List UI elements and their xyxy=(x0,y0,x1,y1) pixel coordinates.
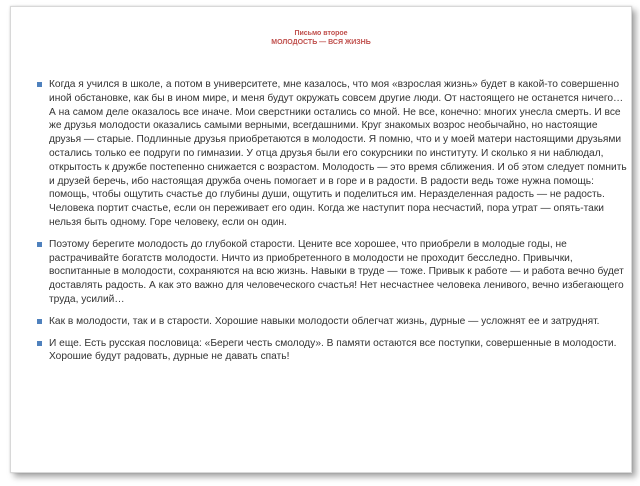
paragraph-1 xyxy=(37,78,627,230)
slide-header xyxy=(11,29,631,47)
bullet-marker xyxy=(37,242,42,247)
letter-title: МОЛОДОСТЬ — ВСЯ ЖИЗНЬ xyxy=(271,39,371,46)
bullet-marker xyxy=(37,319,42,324)
bullet-marker xyxy=(37,82,42,87)
paragraph-text: Поэтому берегите молодость до глубокой старости. Цените все хорошее, что приобрели в молодые годы, не растрачивайте богатств молодости. Ничто из приобретенного в молодости не проходит бесследно. Привычки, воспитанные в молодости, сохраняются на всю жизнь. Навыки в труде — тоже. Привык к работе — и работа вечно будет доставлять радость. А как это важно для человеческого счастья! Нет несчастнее человека ленивого, вечно избегающего труда, усилий… xyxy=(49,238,624,305)
letter-number: Письмо второе xyxy=(294,30,348,37)
paragraph-text: И еще. Есть русская пословица: «Береги честь смолоду». В памяти остаются все поступки, совершенные в молодости. Хорошие будут радовать, дурные не давать спать! xyxy=(49,337,617,363)
paragraph-3 xyxy=(37,315,627,329)
paragraph-4 xyxy=(37,337,627,365)
paragraph-text: Когда я учился в школе, а потом в университете, мне казалось, что моя «взрослая жизнь» будет в какой-то совершенно иной обстановке, как бы в ином мире, и меня будут окружать совсем другие люди. От настоящего не останется ничего… А на самом деле оказалось все иначе. Мои сверстники остались со мной. Не все, конечно: многих унесла смерть. И все же друзья молодости оказались самыми верными, всегдашними. Круг знакомых возрос необычайно, но настоящие друзья — старые. Подлинные друзья приобретаются в молодости. Я помню, что и у моей матери настоящими друзьями остались только ее подруги по гимназии. У отца друзья были его сокурсники по институту. И сколько я ни наблюдал, открытость к дружбе постепенно снижается с возрастом. Молодость — это время сближения. И об этом следует помнить и друзей беречь, ибо настоящая дружба очень помогает и в горе и в радости. В радости ведь тоже нужна помощь: помощь, чтобы ощутить счастье до глубины души, ощутить и поделиться им. Неразделенная радость — не радость. Человека портит счастье, если он переживает его один. Когда же наступит пора несчастий, пора утрат — опять-таки нельзя быть одному. Горе человеку, если он один. xyxy=(49,79,627,228)
body-text xyxy=(37,78,627,372)
paragraph-text: Как в молодости, так и в старости. Хорошие навыки молодости облегчат жизнь, дурные — усложнят ее и затруднят. xyxy=(49,315,600,327)
bullet-marker xyxy=(37,341,42,346)
slide xyxy=(10,6,632,473)
paragraph-2 xyxy=(37,238,627,307)
